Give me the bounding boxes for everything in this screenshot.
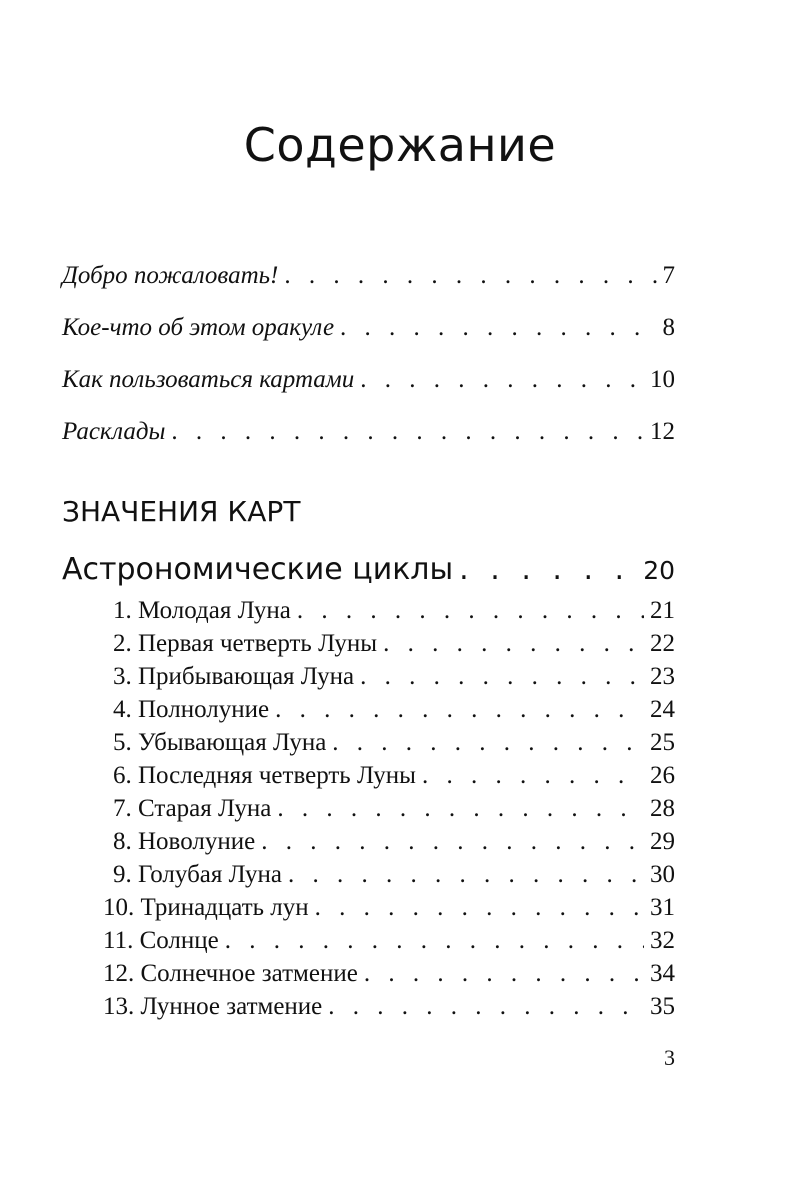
toc-entry-label: 4. Полнолуние — [113, 696, 270, 723]
dot-leader — [297, 597, 644, 625]
toc-entry-page: 35 — [650, 993, 675, 1020]
toc-entry — [62, 262, 675, 290]
toc-card-entry — [113, 828, 675, 856]
dot-leader — [422, 762, 644, 790]
toc-entry-page: 25 — [650, 729, 675, 756]
toc-entry-label: Добро пожаловать! — [62, 262, 279, 289]
toc-card-entry — [113, 762, 675, 790]
dot-leader — [383, 630, 644, 658]
dot-leader — [277, 795, 644, 823]
toc-card-entry — [113, 795, 675, 823]
toc-entry-label: 9. Голубая Луна — [113, 861, 282, 888]
toc-entry-label: 3. Прибывающая Луна — [113, 663, 355, 690]
dot-leader — [364, 960, 644, 988]
toc-entry-page: 34 — [650, 960, 675, 987]
toc-entry-page: 8 — [662, 314, 675, 341]
dot-leader — [332, 729, 644, 757]
toc-entry-page: 7 — [662, 262, 675, 289]
dot-leader — [225, 927, 644, 955]
dot-leader — [340, 314, 656, 342]
toc-entry-label: 2. Первая четверть Луны — [113, 630, 378, 657]
toc-card-entry — [103, 927, 675, 955]
toc-entry-page: 12 — [650, 418, 675, 445]
toc-entry-page: 10 — [650, 366, 675, 393]
toc-entry-page: 29 — [650, 828, 675, 855]
toc-entry-label: 8. Новолуние — [113, 828, 256, 855]
dot-leader — [315, 894, 644, 922]
toc-entry-label: 6. Последняя четверть Луны — [113, 762, 416, 789]
toc-entry-label: 1. Молодая Луна — [113, 597, 291, 624]
dot-leader — [275, 696, 644, 724]
dot-leader — [288, 861, 644, 889]
toc-entry-page: 28 — [650, 795, 675, 822]
dot-leader — [328, 993, 644, 1021]
dot-leader — [360, 366, 644, 394]
toc-card-entry — [113, 663, 675, 691]
toc-card-entry — [113, 597, 675, 625]
toc-entry — [62, 314, 675, 342]
toc-card-entry — [113, 630, 675, 658]
toc-entry-page: 22 — [650, 630, 675, 657]
dot-leader — [284, 262, 656, 290]
toc-entry-label: 11. Солнце — [103, 927, 219, 954]
toc-card-entry — [113, 861, 675, 889]
toc-entry — [62, 366, 675, 394]
toc-entry-page: 24 — [650, 696, 675, 723]
toc-entry-page: 32 — [650, 927, 675, 954]
dot-leader — [261, 828, 644, 856]
toc-chapter-page: 20 — [643, 556, 675, 585]
toc-entry-label: Расклады — [62, 418, 166, 445]
toc-chapter — [62, 552, 675, 587]
toc-card-entry — [103, 960, 675, 988]
page-title: Содержание — [243, 118, 557, 172]
toc-entry-label: 7. Старая Луна — [113, 795, 272, 822]
toc-entry-page: 23 — [650, 663, 675, 690]
toc-entry-label: 5. Убывающая Луна — [113, 729, 327, 756]
dot-leader — [171, 418, 644, 446]
toc-chapter-label: Астрономические циклы — [62, 552, 454, 587]
toc-entry-label: 10. Тринадцать лун — [103, 894, 309, 921]
toc-card-entry — [103, 894, 675, 922]
toc-card-entry — [113, 696, 675, 724]
section-heading: ЗНАЧЕНИЯ КАРТ — [62, 495, 301, 528]
toc-entry-label: 12. Солнечное затмение — [103, 960, 358, 987]
toc-card-entry — [113, 729, 675, 757]
page-number: 3 — [664, 1045, 675, 1070]
toc-entry-label: Как пользоваться картами — [62, 366, 355, 393]
toc-entry-page: 30 — [650, 861, 675, 888]
toc-entry-page: 21 — [650, 597, 675, 624]
toc-entry-page: 26 — [650, 762, 675, 789]
toc-entry-label: 13. Лунное затмение — [103, 993, 323, 1020]
toc-entry-page: 31 — [650, 894, 675, 921]
toc-entry — [62, 418, 675, 446]
dot-leader — [459, 552, 637, 587]
toc-entry-label: Кое-что об этом оракуле — [62, 314, 335, 341]
toc-card-entry — [103, 993, 675, 1021]
dot-leader — [360, 663, 644, 691]
